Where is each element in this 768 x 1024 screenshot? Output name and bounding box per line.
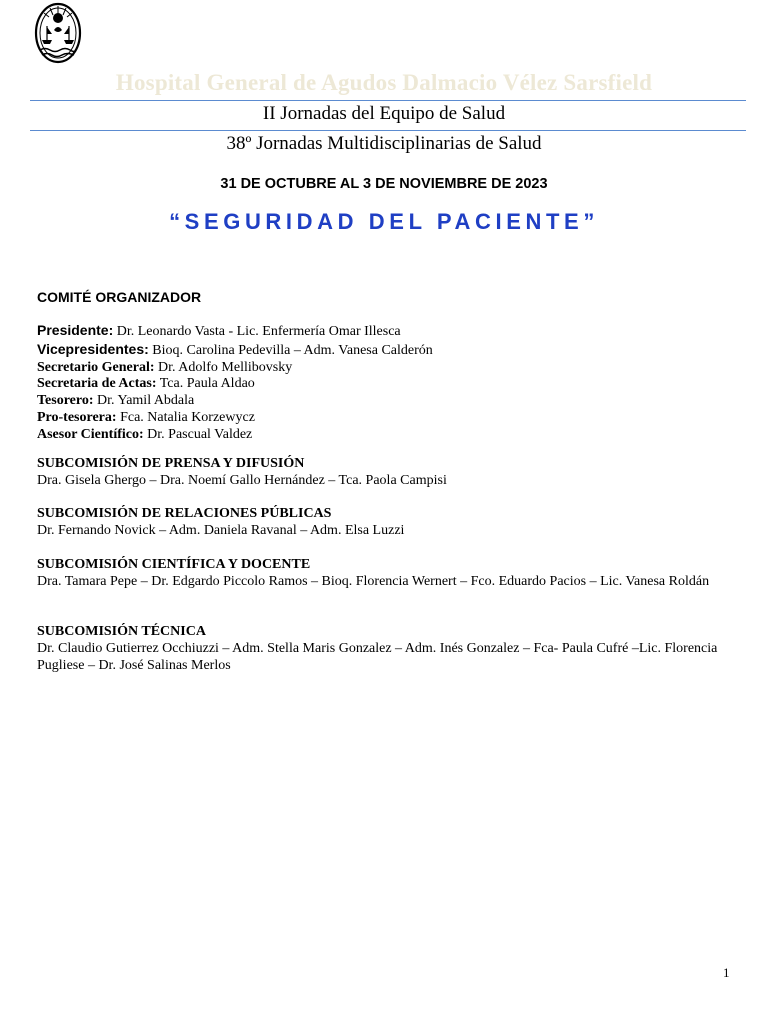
role-row-secretario-general [37,360,747,377]
role-row-asesor-cientifico [37,427,747,444]
header-rule-bottom [30,130,746,131]
subcommission-cientifica-docente [37,557,742,591]
jornadas-title-line2: 38º Jornadas Multidisciplinarias de Salud [226,133,542,154]
hospital-name: Hospital General de Agudos Dalmacio Vélez Sarsfield [115,70,653,95]
role-value: Dr. Leonardo Vasta - Lic. Enfermería Omar Illesca [116,324,401,339]
role-row-presidente [37,322,747,341]
role-value: Dr. Pascual Valdez [147,426,253,442]
role-value: Dr. Adolfo Mellibovsky [158,359,293,375]
subcommission-title: SUBCOMISIÓN DE PRENSA Y DIFUSIÓN [37,456,305,471]
role-label: Presidente: [37,322,114,338]
committee-title: COMITÉ ORGANIZADOR [37,289,202,305]
role-label: Pro-tesorera: [37,409,117,425]
role-row-tesorero [37,393,747,410]
jornadas-title-line1: II Jornadas del Equipo de Salud [262,103,506,124]
subcommission-title: SUBCOMISIÓN TÉCNICA [37,624,206,639]
event-dates: 31 DE OCTUBRE AL 3 DE NOVIEMBRE DE 2023 [220,176,548,192]
header-rule-top [30,100,746,101]
subcommission-members: Dra. Gisela Ghergo – Dra. Noemí Gallo Hernández – Tca. Paola Campisi [37,472,447,488]
role-value: Dr. Yamil Abdala [97,393,195,409]
role-label: Asesor Científico: [37,426,144,442]
subcommission-relaciones-publicas [37,506,742,540]
subcommission-title: SUBCOMISIÓN CIENTÍFICA Y DOCENTE [37,557,311,572]
role-label: Secretaria de Actas: [37,376,157,392]
role-label: Secretario General: [37,359,155,375]
subcommission-members: Dr. Claudio Gutierrez Occhiuzzi – Adm. Stella Maris Gonzalez – Adm. Inés Gonzalez – Fca- Paula Cufré –Lic. Florencia Pugliese – Dr. José Salinas Merlos [37,640,718,673]
page-number: 1 [723,965,730,980]
role-row-vicepresidentes [37,341,747,360]
subcommission-tecnica [37,624,742,674]
role-label: Tesorero: [37,393,94,409]
role-label: Vicepresidentes: [37,340,149,357]
role-row-secretaria-actas [37,376,747,393]
subcommission-title: SUBCOMISIÓN DE RELACIONES PÚBLICAS [37,506,332,521]
hospital-emblem-logo [30,0,86,64]
role-row-pro-tesorera [37,410,747,427]
subcommission-members: Dra. Tamara Pepe – Dr. Edgardo Piccolo Ramos – Bioq. Florencia Wernert – Fco. Eduardo Pacios – Lic. Vanesa Roldán [37,573,710,589]
subcommission-members: Dr. Fernando Novick – Adm. Daniela Ravanal – Adm. Elsa Luzzi [37,522,405,538]
role-value: Tca. Paula Aldao [159,376,255,392]
role-value: Fca. Natalia Korzewycz [120,409,255,425]
subcommission-prensa [37,456,742,490]
role-value: Bioq. Carolina Pedevilla – Adm. Vanesa Calderón [152,342,433,358]
committee-roles-list [37,322,747,444]
event-theme: “SEGURIDAD DEL PACIENTE” [169,209,599,234]
